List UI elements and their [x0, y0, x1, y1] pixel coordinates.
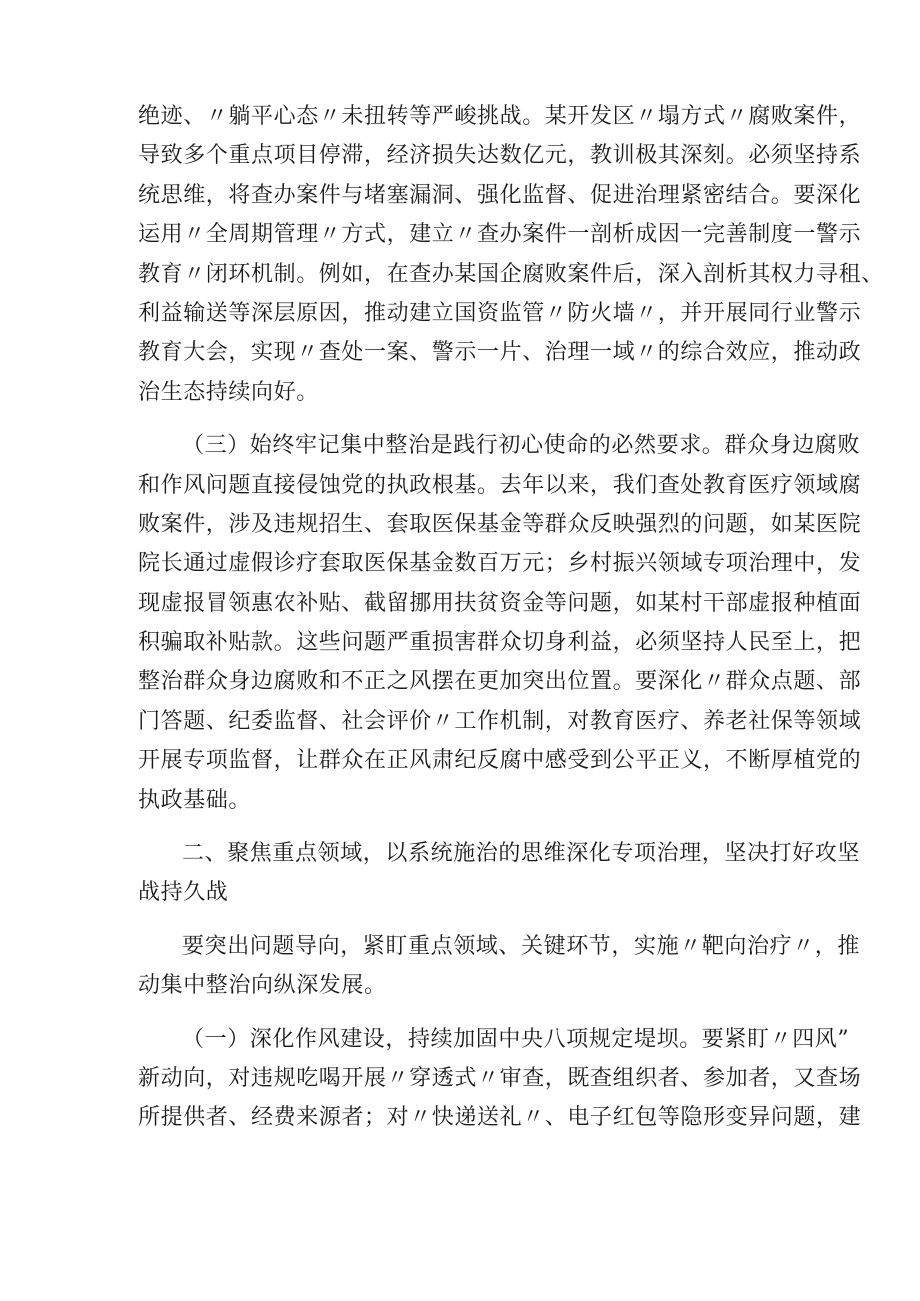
text-line: 治生态持续向好。 [138, 379, 319, 405]
text-line: 绝迹、〃躺平心态〃未扭转等严峻挑战。某开发区〃塌方式〃腐败案件， [138, 104, 862, 129]
text-line: 门答题、纪委监督、社会评价〃工作机制，对教育医疗、养老社保等领域 [138, 708, 862, 734]
text-line: 动集中整治向纵深发展。 [138, 973, 387, 999]
text-line: 二、聚焦重点领域，以系统施治的思维深化专项治理，坚决打好攻坚 [182, 841, 861, 867]
text-line: （一）深化作风建设，持续加固中央八项规定堤坝。要紧盯〃四风” [182, 1026, 850, 1052]
paragraph-intro [138, 927, 861, 1006]
text-line: 执政基础。 [138, 787, 252, 813]
text-line: 积骗取补贴款。这些问题严重损害群众切身利益，必须坚持人民至上，把 [138, 630, 862, 656]
text-line: 整治群众身边腐败和不正之风摆在更加突出位置。要深化〃群众点题、部 [138, 669, 862, 695]
paragraph-section-three [138, 426, 862, 820]
text-line: 战持久战 [138, 880, 229, 906]
text-line: 开展专项监督，让群众在正风肃纪反腐中感受到公平正义，不断厚植党的 [138, 748, 862, 774]
text-line: 统思维，将查办案件与堵塞漏洞、强化监督、促进治理紧密结合。要深化 [138, 182, 862, 208]
text-line: 败案件，涉及违规招生、套取医保基金等群众反映强烈的问题，如某医院 [138, 511, 862, 537]
text-line: 利益输送等深层原因，推动建立国资监管〃防火墙〃，并开展同行业警示 [138, 300, 862, 326]
text-line: 现虚报冒领惠农补贴、截留挪用扶贫资金等问题，如某村干部虚报种植面 [138, 590, 862, 616]
text-line: 院长通过虚假诊疗套取医保基金数百万元；乡村振兴领域专项治理中，发 [138, 551, 862, 577]
text-line: 所提供者、经费来源者；对〃快递送礼〃、电子红包等隐形变异问题，建 [138, 1105, 862, 1131]
text-line: 要突出问题导向，紧盯重点领域、关键环节，实施〃靶向治疗〃，推 [182, 933, 861, 959]
paragraph-section-one [138, 1020, 862, 1138]
text-line: 和作风问题直接侵蚀党的执政根基。去年以来，我们查处教育医疗领域腐 [138, 472, 862, 498]
paragraph-continuation [138, 97, 884, 412]
text-line: 新动向，对违规吃喝开展〃穿透式〃审查，既查组织者、参加者，又查场 [138, 1065, 862, 1091]
section-heading [138, 834, 861, 913]
text-line: （三）始终牢记集中整治是践行初心使命的必然要求。群众身边腐败 [182, 433, 861, 459]
text-line: 导致多个重点项目停滞，经济损失达数亿元，教训极其深刻。必须坚持系 [138, 143, 862, 169]
document-body [138, 97, 884, 1138]
text-line: 运用〃全周期管理〃方式，建立〃查办案件一剖析成因一完善制度一警示 [138, 222, 862, 248]
text-line: 教育〃闭环机制。例如，在查办某国企腐败案件后，深入剖析其权力寻租、 [138, 261, 884, 287]
text-line: 教育大会，实现〃查处一案、警示一片、治理一域〃的综合效应，推动政 [138, 340, 862, 366]
